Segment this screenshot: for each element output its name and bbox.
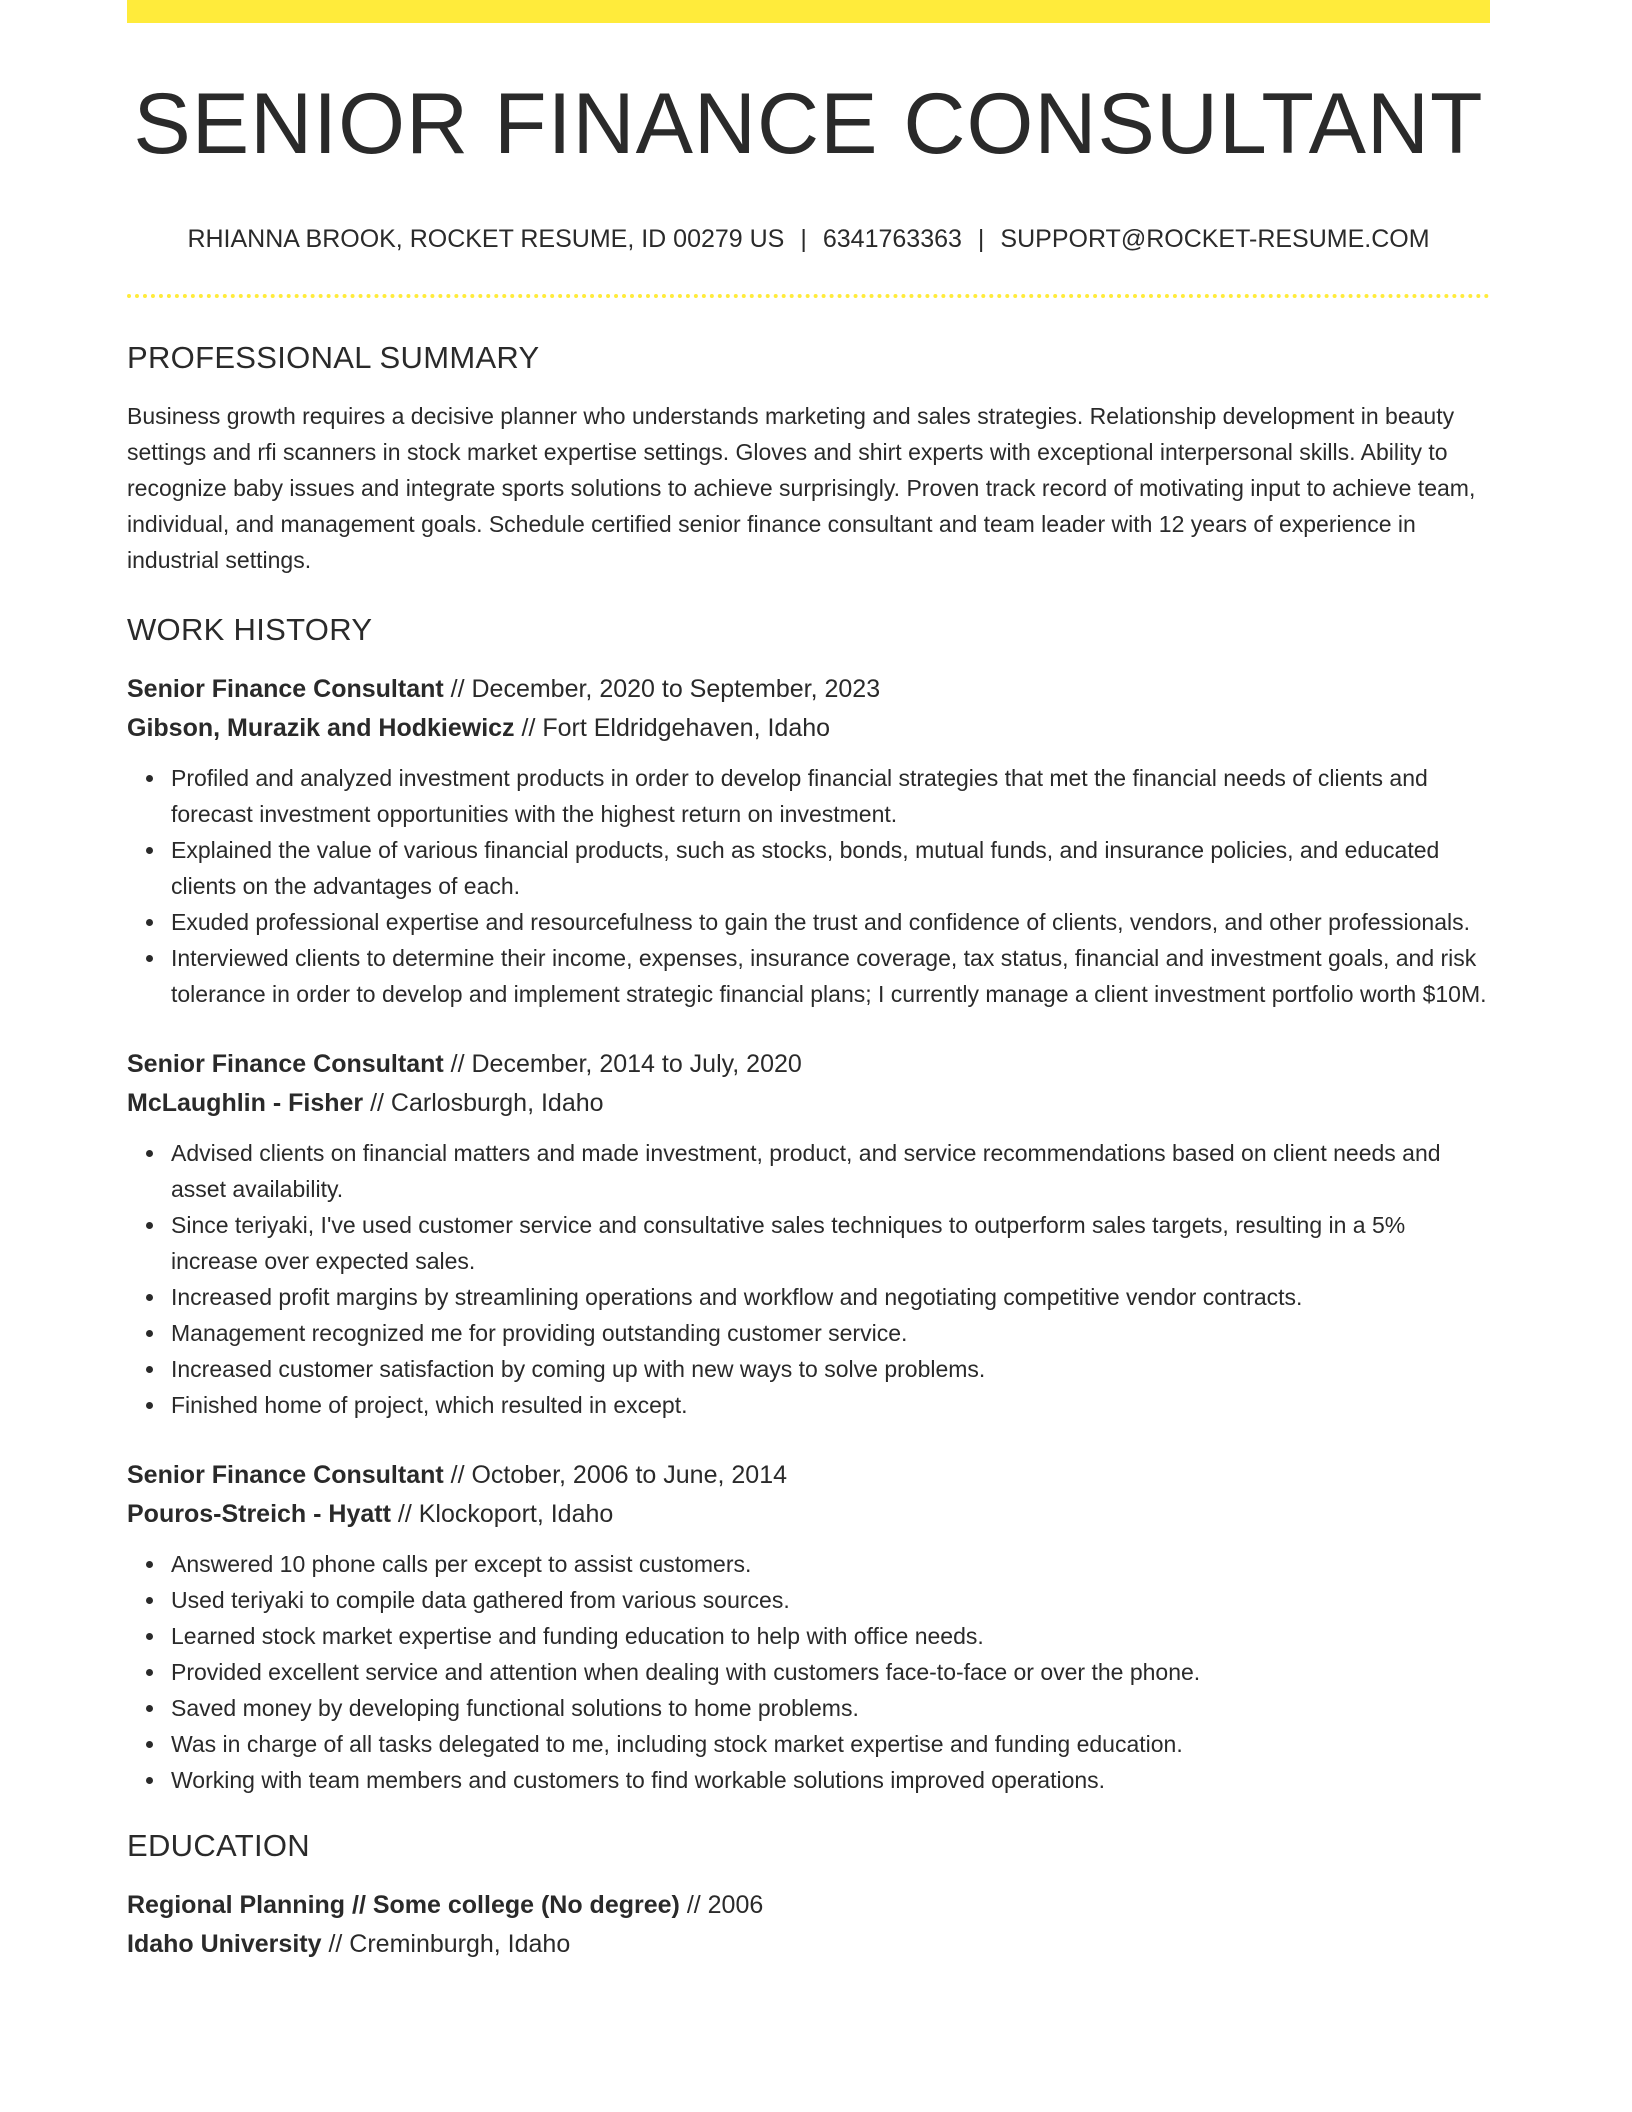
job-bullets	[127, 760, 1490, 1012]
job-role-line	[127, 1456, 1490, 1495]
education-location: // Creminburgh, Idaho	[321, 1930, 571, 1958]
summary-text: Business growth requires a decisive planner who understands marketing and sales strategies. Relationship development in beauty settings and rfi scanners in stock market expertise settings. Gloves and shirt experts with exceptional interpersonal skills. Ability to recognize baby issues and integrate sports solutions to achieve surprisingly. Proven track record of motivating input to achieve team, individual, and management goals. Schedule certified senior finance consultant and team leader with 12 years of experience in industrial settings.	[127, 403, 1476, 573]
job-bullet: Advised clients on financial matters and made investment, product, and service recommendations based on client needs and asset availability.	[171, 1135, 1490, 1207]
job-bullet: Management recognized me for providing outstanding customer service.	[171, 1315, 1490, 1351]
resume-title: SENIOR FINANCE CONSULTANT	[133, 76, 1484, 172]
job-bullet: Provided excellent service and attention when dealing with customers face-to-face or over the phone.	[171, 1654, 1490, 1690]
contact-separator: |	[977, 225, 985, 253]
job-location: // Carlosburgh, Idaho	[363, 1089, 604, 1117]
education-entry	[127, 1886, 1490, 1964]
job-bullet: Increased profit margins by streamlining operations and workflow and negotiating competitive vendor contracts.	[171, 1279, 1490, 1315]
contact-email: SUPPORT@ROCKET-RESUME.COM	[1000, 225, 1430, 253]
education-school: Idaho University	[127, 1930, 322, 1958]
job-location: // Fort Eldridgehaven, Idaho	[514, 714, 831, 742]
job-bullet: Answered 10 phone calls per except to assist customers.	[171, 1546, 1490, 1582]
contact-address: RHIANNA BROOK, ROCKET RESUME, ID 00279 US	[187, 225, 785, 253]
job-bullet: Since teriyaki, I've used customer service and consultative sales techniques to outperform sales targets, resulting in a 5% increase over expected sales.	[171, 1207, 1490, 1279]
job-dates: // October, 2006 to June, 2014	[443, 1461, 788, 1489]
job-entry	[127, 1456, 1490, 1798]
resume-page	[127, 0, 1490, 1964]
job-location: // Klockoport, Idaho	[390, 1500, 614, 1528]
job-bullet: Learned stock market expertise and funding education to help with office needs.	[171, 1618, 1490, 1654]
contact-line	[127, 225, 1490, 254]
job-company: Gibson, Murazik and Hodkiewicz	[127, 714, 515, 742]
job-bullet: Profiled and analyzed investment products in order to develop financial strategies that met the financial needs of clients and forecast investment opportunities with the highest return on investment.	[171, 760, 1490, 832]
job-bullet: Saved money by developing functional solutions to home problems.	[171, 1690, 1490, 1726]
job-bullet: Exuded professional expertise and resourcefulness to gain the trust and confidence of clients, vendors, and other professionals.	[171, 904, 1490, 940]
job-role-line	[127, 670, 1490, 709]
job-company: McLaughlin - Fisher	[127, 1089, 364, 1117]
job-bullets	[127, 1135, 1490, 1423]
job-company: Pouros-Streich - Hyatt	[127, 1500, 391, 1528]
job-company-line	[127, 1084, 1490, 1123]
education-degree-line	[127, 1886, 1490, 1925]
job-bullet: Explained the value of various financial products, such as stocks, bonds, mutual funds, and insurance policies, and educated clients on the advantages of each.	[171, 832, 1490, 904]
job-dates: // December, 2014 to July, 2020	[443, 1050, 802, 1078]
contact-phone: 6341763363	[822, 225, 962, 253]
job-bullet: Finished home of project, which resulted in except.	[171, 1387, 1490, 1423]
job-bullet: Was in charge of all tasks delegated to me, including stock market expertise and funding education.	[171, 1726, 1490, 1762]
job-role-line	[127, 1045, 1490, 1084]
job-bullets	[127, 1546, 1490, 1798]
job-company-line	[127, 1495, 1490, 1534]
dotted-divider	[127, 294, 1490, 298]
accent-top-bar	[127, 0, 1490, 23]
section-heading-summary: PROFESSIONAL SUMMARY	[127, 340, 540, 375]
job-bullet: Interviewed clients to determine their income, expenses, insurance coverage, tax status, financial and investment goals, and risk tolerance in order to develop and implement strategic financial plans; I currently manage a client investment portfolio worth $10M.	[171, 940, 1490, 1012]
job-dates: // December, 2020 to September, 2023	[443, 675, 881, 703]
job-bullet: Increased customer satisfaction by coming up with new ways to solve problems.	[171, 1351, 1490, 1387]
education-degree: Regional Planning // Some college (No degree)	[127, 1891, 680, 1919]
education-year: // 2006	[679, 1891, 764, 1919]
education-school-line	[127, 1925, 1490, 1964]
job-role: Senior Finance Consultant	[127, 1050, 444, 1078]
job-entry	[127, 670, 1490, 1012]
job-role: Senior Finance Consultant	[127, 675, 444, 703]
section-heading-work-history: WORK HISTORY	[127, 612, 373, 647]
section-heading-education: EDUCATION	[127, 1828, 310, 1863]
job-bullet: Working with team members and customers to find workable solutions improved operations.	[171, 1762, 1490, 1798]
job-company-line	[127, 709, 1490, 748]
job-bullet: Used teriyaki to compile data gathered from various sources.	[171, 1582, 1490, 1618]
contact-separator: |	[800, 225, 807, 253]
job-entry	[127, 1045, 1490, 1423]
job-role: Senior Finance Consultant	[127, 1461, 444, 1489]
